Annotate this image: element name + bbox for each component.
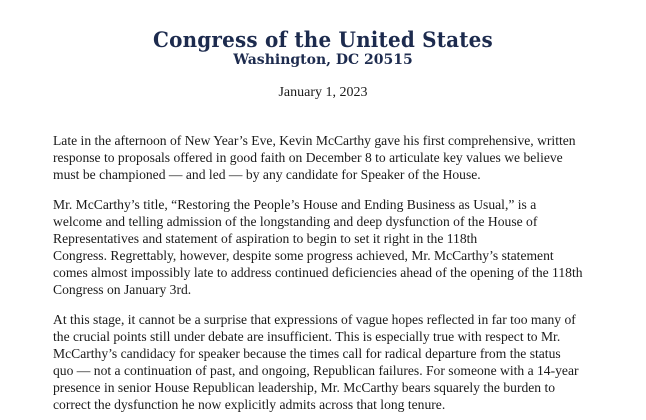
- paragraph-line: comes almost impossibly late to address continued deficiencies ahead of the opening of the 118th: [53, 265, 583, 280]
- paragraph-line: Late in the afternoon of New Year’s Eve, Kevin McCarthy gave his first comprehensive, written: [53, 133, 576, 148]
- paragraph-line: Mr. McCarthy’s title, “Restoring the People’s House and Ending Business as Usual,” is a: [53, 197, 537, 212]
- letterhead: [0, 28, 646, 69]
- paragraph-line: the crucial points still under debate are insufficient. This is especially true with respect to Mr.: [53, 329, 561, 344]
- paragraph-3: [53, 311, 638, 413]
- letter-date: January 1, 2023: [278, 85, 368, 100]
- paragraph-line: Congress on January 3rd.: [53, 282, 192, 297]
- paragraph-1: [53, 132, 638, 183]
- paragraph-line: Representatives and statement of aspiration to begin to set it right in the 118th: [53, 231, 478, 246]
- paragraph-line: presence in senior House Republican leadership, Mr. McCarthy bears squarely the burden to: [53, 380, 556, 395]
- paragraph-line: quo — not a continuation of past, and ongoing, Republican failures. For someone with a 14-year: [53, 363, 579, 378]
- paragraph-line: correct the dysfunction he now explicitly admits across that long tenure.: [53, 397, 446, 412]
- paragraph-line: must be championed — and led — by any candidate for Speaker of the House.: [53, 167, 481, 182]
- letterhead-title: Congress of the United States: [153, 27, 493, 52]
- paragraph-2: [53, 196, 638, 298]
- paragraph-line: Congress. Regrettably, however, despite some progress achieved, Mr. McCarthy’s statement: [53, 248, 554, 263]
- paragraph-line: McCarthy’s candidacy for speaker because the times call for radical departure from the status: [53, 346, 561, 361]
- paragraph-line: response to proposals offered in good faith on December 8 to articulate key values we believe: [53, 150, 563, 165]
- letterhead-address: Washington, DC 20515: [233, 52, 413, 68]
- paragraph-line: welcome and telling admission of the longstanding and deep dysfunction of the House of: [53, 214, 538, 229]
- paragraph-line: At this stage, it cannot be a surprise that expressions of vague hopes reflected in far too many of: [53, 312, 576, 327]
- letter-body: [53, 132, 638, 420]
